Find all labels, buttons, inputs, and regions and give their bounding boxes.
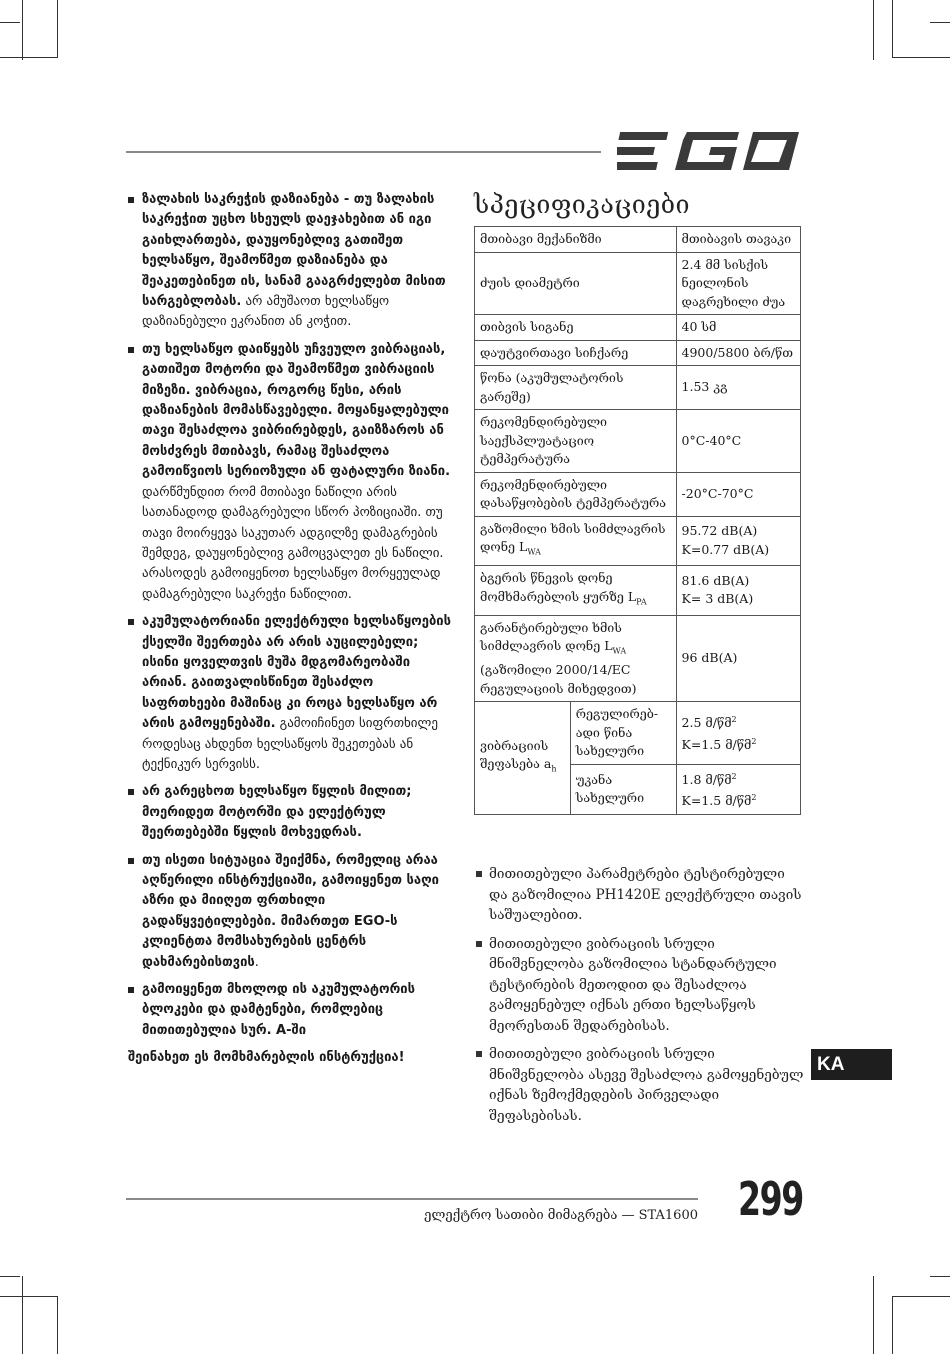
crop-mark [22, 0, 23, 60]
spec-label: წონა (აკუმულატორის გარეშე) [475, 366, 677, 410]
bullet-bold-text: თუ ისეთი სიტუაცია შეიქმნა, რომელიც არაა აღწერილი ინსტრუქციაში, გამოიყენეთ საღი აზრი და მიიღეთ ფრთხილი გადაწყვეტილებები. მიმართეთ EGO-ს კლიენტთა მომსახურების ცენტრს დახმარებისთვის [142, 852, 440, 970]
table-row [475, 516, 801, 566]
crop-mark [873, 0, 874, 60]
crop-mark [930, 1276, 950, 1277]
subscript: WA [612, 646, 627, 656]
spec-label: დაუტვირთავი სიჩქარე [475, 340, 677, 366]
bullet-bold-text: ზალახის საკრეჭის დაზიანება - თუ ზალახის საკრეჭით უცხო სხეულს დაეჯახებით ან იგი გაიხლართება, დაუყონებლივ გათიშეთ ხელსაწყო, შეამოწმეთ დაზიანება და შეაკეთებინეთ ის, სანამ გააგრძელებთ მისით სარგებლობას. [142, 192, 446, 310]
value-line: K=1.5 მ/წმ [681, 793, 752, 809]
list-item [128, 980, 454, 1041]
crop-mark [0, 1276, 20, 1277]
crop-mark [892, 1296, 950, 1297]
table-row [475, 472, 801, 516]
crop-mark [930, 22, 950, 23]
subscript: WA [527, 547, 541, 557]
crop-mark [873, 1276, 874, 1354]
spec-label: ძუის დიამეტრი [475, 252, 677, 315]
bullet-bold-text: არ გარეცხოთ ხელსაწყო წყლის მილით; მოერიდეთ მოტორში და ელექტრულ შეერთებებში წყლის მოხვედრას. [142, 784, 412, 841]
bullet-text: დარწმუნდით რომ მთიბავი ნაწილი არის სათანადოდ დამაგრებული სწორ პოზიციაში. თუ თავი მოირყევა საკუთარ ადგილზე დამაგრების შემდეგ, დაუყონებლივ გამოცვალეთ ეს ნაწილი. არასოდეს გამოიყენოთ ხელსაწყო მორყეულად დამაგრებული საკრეჭი ნაწილით. [142, 484, 444, 602]
vibration-label: ვიბრაციის შეფასება a [480, 737, 552, 772]
spec-value: 0°C-40°C [676, 410, 800, 473]
superscript: 2 [751, 736, 757, 746]
table-row [475, 340, 801, 366]
crop-mark [57, 0, 58, 58]
bullet-text: . [254, 954, 259, 970]
save-instructions-note: შეინახეთ ეს მომხმარებლის ინსტრუქცია! [128, 1050, 405, 1066]
value-line: 95.72 dB(A) [681, 523, 758, 539]
spec-value: -20°C-70°C [676, 472, 800, 516]
bullet-text: არ ამუშაოთ ხელსაწყო დაზიანებული ეკრანით ან კოჭით. [142, 294, 390, 330]
list-item [128, 612, 454, 775]
spec-label: თიბვის სიგანე [475, 315, 677, 341]
guaranteed-label: გარანტირებული ხმის სიმძლავრის დონე L [480, 619, 622, 653]
sound-power-label: გაზომილი ხმის სიმძლავრის დონე L [480, 520, 666, 554]
table-row [475, 702, 801, 765]
spec-value: 40 სმ [676, 315, 800, 341]
table-row [475, 615, 801, 702]
crop-mark [0, 57, 58, 58]
spec-value [676, 702, 800, 765]
list-item: მითითებული პარამეტრები ტესტირებული და გაზომილია PH1420E ელექტრული თავის საშუალებით. [474, 864, 804, 926]
table-row [475, 227, 801, 253]
spec-sublabel: უკანა სახელური [570, 764, 676, 814]
footer-rule [126, 1198, 698, 1200]
spec-label: მთიბავი მექანიზმი [475, 227, 677, 253]
table-row [475, 366, 801, 410]
spec-label [475, 516, 677, 566]
footer-text: ელექტრო სათიბი მიმაგრება — STA1600 [424, 1208, 698, 1223]
value-line: 1.8 მ/წმ [681, 771, 732, 787]
safety-instructions [128, 190, 454, 1069]
table-row [475, 566, 801, 616]
language-badge: KA [811, 1049, 892, 1080]
subscript: PA [636, 597, 647, 606]
list-item [128, 782, 454, 843]
crop-mark [22, 1276, 23, 1354]
value-line: K=1.5 მ/წმ [681, 736, 752, 752]
list-item [128, 851, 454, 973]
table-row [475, 410, 801, 473]
spec-value: მთიბავის თავაკი [676, 227, 800, 253]
value-line: K= 3 dB(A) [681, 591, 754, 607]
spec-value [676, 764, 800, 814]
bullet-bold-text: აკუმულატორიანი ელექტრული ხელსაწყოების ქსელში შეერთება არ არის აუცილებელი; ისინი ყოველთვის მუშა მდგომარეობაში არიან. გაითვალისწინეთ შესაძლო საფრთხეები მაშინაც კი როცა ხელსაწყო არ არის გამოყენებაში. [142, 614, 451, 732]
value-line: 81.6 dB(A) [681, 572, 750, 588]
guaranteed-note: (გაზომილი 2000/14/EC რეგულაციის მიხედვით) [480, 662, 637, 696]
spec-sublabel: რეგულირებ-ადი წინა სახელური [570, 702, 676, 765]
subscript: h [551, 764, 557, 774]
page-number: 299 [738, 1172, 803, 1226]
spec-label: რეკომენდირებული საექსპლუატაციო ტემპერატურა [475, 410, 677, 473]
spec-value: 1.53 კგ [676, 366, 800, 410]
spec-title: სპეციფიკაციები [474, 190, 691, 219]
bullet-text: გამოიჩინეთ სიფრთხილე როდესაც ახდენთ ხელსაწყოს შეკეთებას ან ტექნიკურ სერვისს. [142, 716, 438, 772]
list-item [128, 340, 454, 605]
header-rule [126, 151, 601, 153]
superscript: 2 [731, 715, 737, 725]
value-line: 2.5 მ/წმ [681, 715, 732, 731]
crop-mark [0, 22, 20, 23]
spec-value [676, 566, 800, 616]
list-item [128, 190, 454, 333]
table-row [475, 252, 801, 315]
spec-value: 2.4 მმ სისქის ნეილონის დაგრეხილი ძუა [676, 252, 800, 315]
list-item: მითითებული ვიბრაციის სრული მნიშვნელობა ასევე შესაძლოა გამოყენებულ იქნას ზემოქმედების პირველადი შეფასებისას. [474, 1044, 804, 1126]
spec-label [475, 566, 677, 616]
table-row [475, 315, 801, 341]
spec-table [474, 226, 801, 815]
spec-value [676, 516, 800, 566]
crop-mark [57, 1296, 58, 1354]
bullet-bold-text: თუ ხელსაწყო დაიწყებს უჩვეულო ვიბრაციას, გათიშეთ მოტორი და შეამოწმეთ ვიბრაციის მიზეზი. ვიბრაცია, როგორც წესი, არის დაზიანების მომასწავებელი. მოყანყალებული თავი შესაძლოა ვიბრირებდეს, გაიზზაროს ან მოსძვრეს მთიბავს, რამაც შესაძლოა გამოიწვიოს სერიოზული ან ფატალური ზიანი. [142, 341, 451, 480]
ego-logo [617, 128, 801, 174]
spec-notes [474, 864, 804, 1134]
bullet-bold-text: გამოიყენეთ მხოლოდ ის აკუმულატორის ბლოკები და დამტენები, რომლებიც მითითებულია სურ. A-ში [142, 982, 415, 1038]
crop-mark [892, 57, 950, 58]
spec-label [475, 702, 571, 815]
value-line: K=0.77 dB(A) [681, 541, 770, 557]
list-item: მითითებული ვიბრაციის სრული მნიშვნელობა გაზომილია სტანდარტული ტესტირების მეთოდით და შესაძლოა გამოყენებულ იქნას ერთი ხელსაწყოს მეორესთან შედარებისას. [474, 934, 804, 1037]
crop-mark [892, 0, 893, 58]
spec-label [475, 615, 677, 702]
sound-pressure-label: ბგერის წნევის დონე მომხმარებლის ყურზე L [480, 570, 637, 604]
spec-label: რეკომენდირებული დასაწყობების ტემპერატურა [475, 472, 677, 516]
crop-mark [0, 1296, 58, 1297]
superscript: 2 [751, 793, 757, 803]
crop-mark [892, 1296, 893, 1354]
spec-value: 96 dB(A) [676, 615, 800, 702]
superscript: 2 [731, 771, 737, 781]
spec-value: 4900/5800 ბრ/წთ [676, 340, 800, 366]
